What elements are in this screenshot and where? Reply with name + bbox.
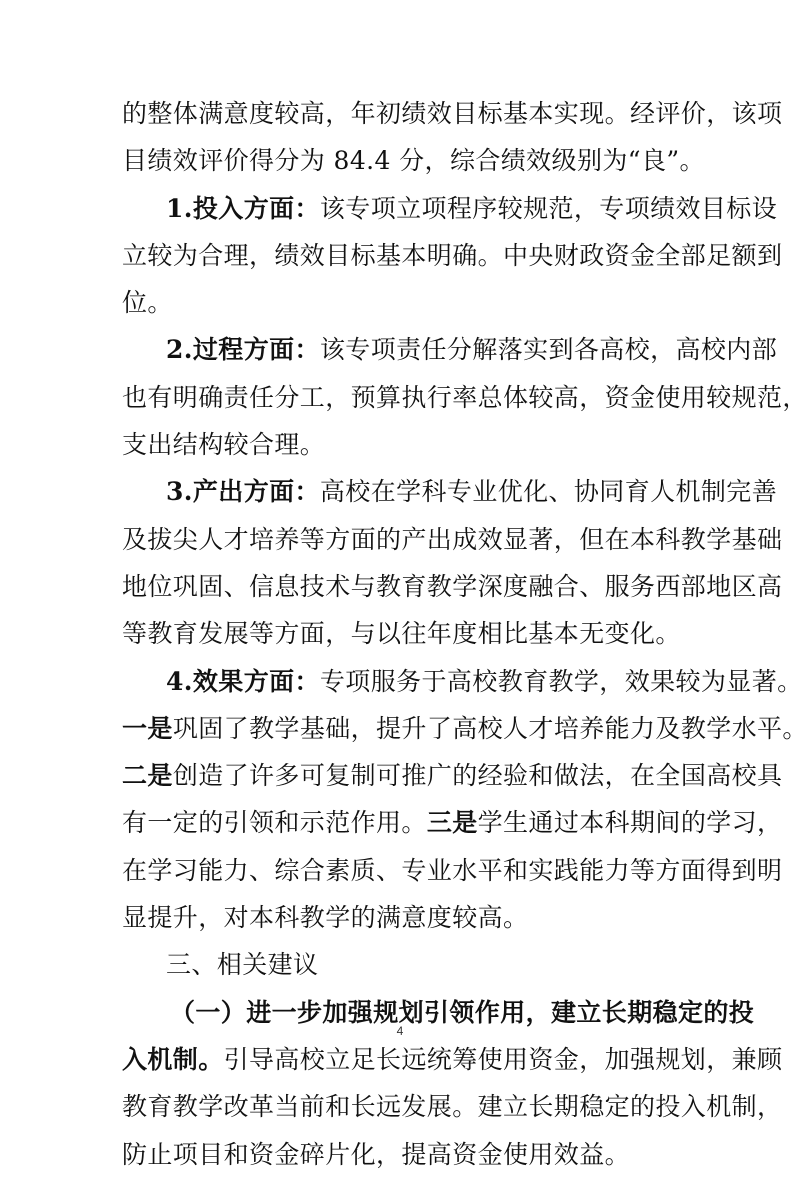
text-run: 的整体满意度较高，年初绩效目标基本实现。经评价，该项 [122,99,783,128]
text-line [122,894,702,941]
text-line [122,1036,783,1083]
text-run: 地位巩固、信息技术与教育教学深度融合、服务西部地区高 [122,571,783,601]
page-number: 4 [396,1024,404,1038]
bold-text-run: 三是 [426,808,478,838]
text-run: 高校在学科专业优化、协同育人机制完善 [319,477,778,507]
text-line [122,658,803,705]
text-line [122,468,778,515]
text-run: 引导高校立足长远统筹使用资金，加强规划，兼顾 [223,1044,783,1074]
text-run: 及拔尖人才培养等方面的产出成效显著，但在本科教学基础 [122,524,783,554]
text-run: 专项服务于高校教育教学，效果较为显著。 [319,666,803,696]
text-line [122,941,702,988]
body-text [122,90,808,1178]
text-run: 在学习能力、综合素质、专业水平和实践能力等方面得到明 [122,855,783,885]
text-run: 教育教学改革当前和长远发展。建立长期稳定的投入机制， [122,1092,783,1122]
text-line [122,421,702,468]
text-run: 目绩效评价得分为 84.4 分，综合绩效级别为“良”。 [122,146,705,176]
bold-text-run: 入机制。 [122,1044,224,1074]
text-line [122,516,783,563]
text-run: 防止项目和资金碎片化，提高资金使用效益。 [122,1139,631,1169]
text-line [122,232,783,279]
bold-text-run: 二是 [122,761,173,791]
text-line [122,374,808,421]
text-run: 位。 [122,288,173,318]
text-line [122,137,705,184]
text-run: 该专项立项程序较规范，专项绩效目标设 [319,193,778,223]
text-run: 支出结构较合理。 [122,430,326,460]
text-line [122,1083,783,1130]
text-line [122,752,783,799]
bold-text-run: 一是 [122,713,173,743]
text-line [122,610,702,657]
text-run: 创造了许多可复制可推广的经验和做法，在全国高校具 [172,761,783,791]
text-line [122,90,783,137]
text-line [122,185,778,232]
text-line [122,326,778,373]
text-line [122,799,783,846]
text-run: 也有明确责任分工，预算执行率总体较高，资金使用较规范， [122,382,808,412]
text-line [122,279,702,326]
text-run: 有一定的引领和示范作用。 [122,808,427,838]
bold-text-run: 1.投入方面： [166,193,320,223]
text-run: 立较为合理，绩效目标基本明确。中央财政资金全部足额到 [122,240,783,270]
bold-text-run: 2.过程方面： [166,335,320,365]
bold-text-run: 3.产出方面： [166,477,320,507]
bold-text-run: 4.效果方面： [166,666,320,696]
text-run: 学生通过本科期间的学习， [477,808,783,838]
text-run: 巩固了教学基础，提升了高校人才培养能力及教学水平。 [172,713,808,743]
text-run: 该专项责任分解落实到各高校，高校内部 [319,335,778,365]
text-line [122,1131,702,1178]
text-run: 等教育发展等方面，与以往年度相比基本无变化。 [122,619,681,649]
text-line [122,705,808,752]
text-run: 三、相关建议 [166,950,319,980]
text-line [122,847,783,894]
text-line [122,563,783,610]
text-run: 显提升，对本科教学的满意度较高。 [122,903,529,933]
bold-text-run: （一）进一步加强规划引领作用，建立长期稳定的投 [170,997,755,1027]
